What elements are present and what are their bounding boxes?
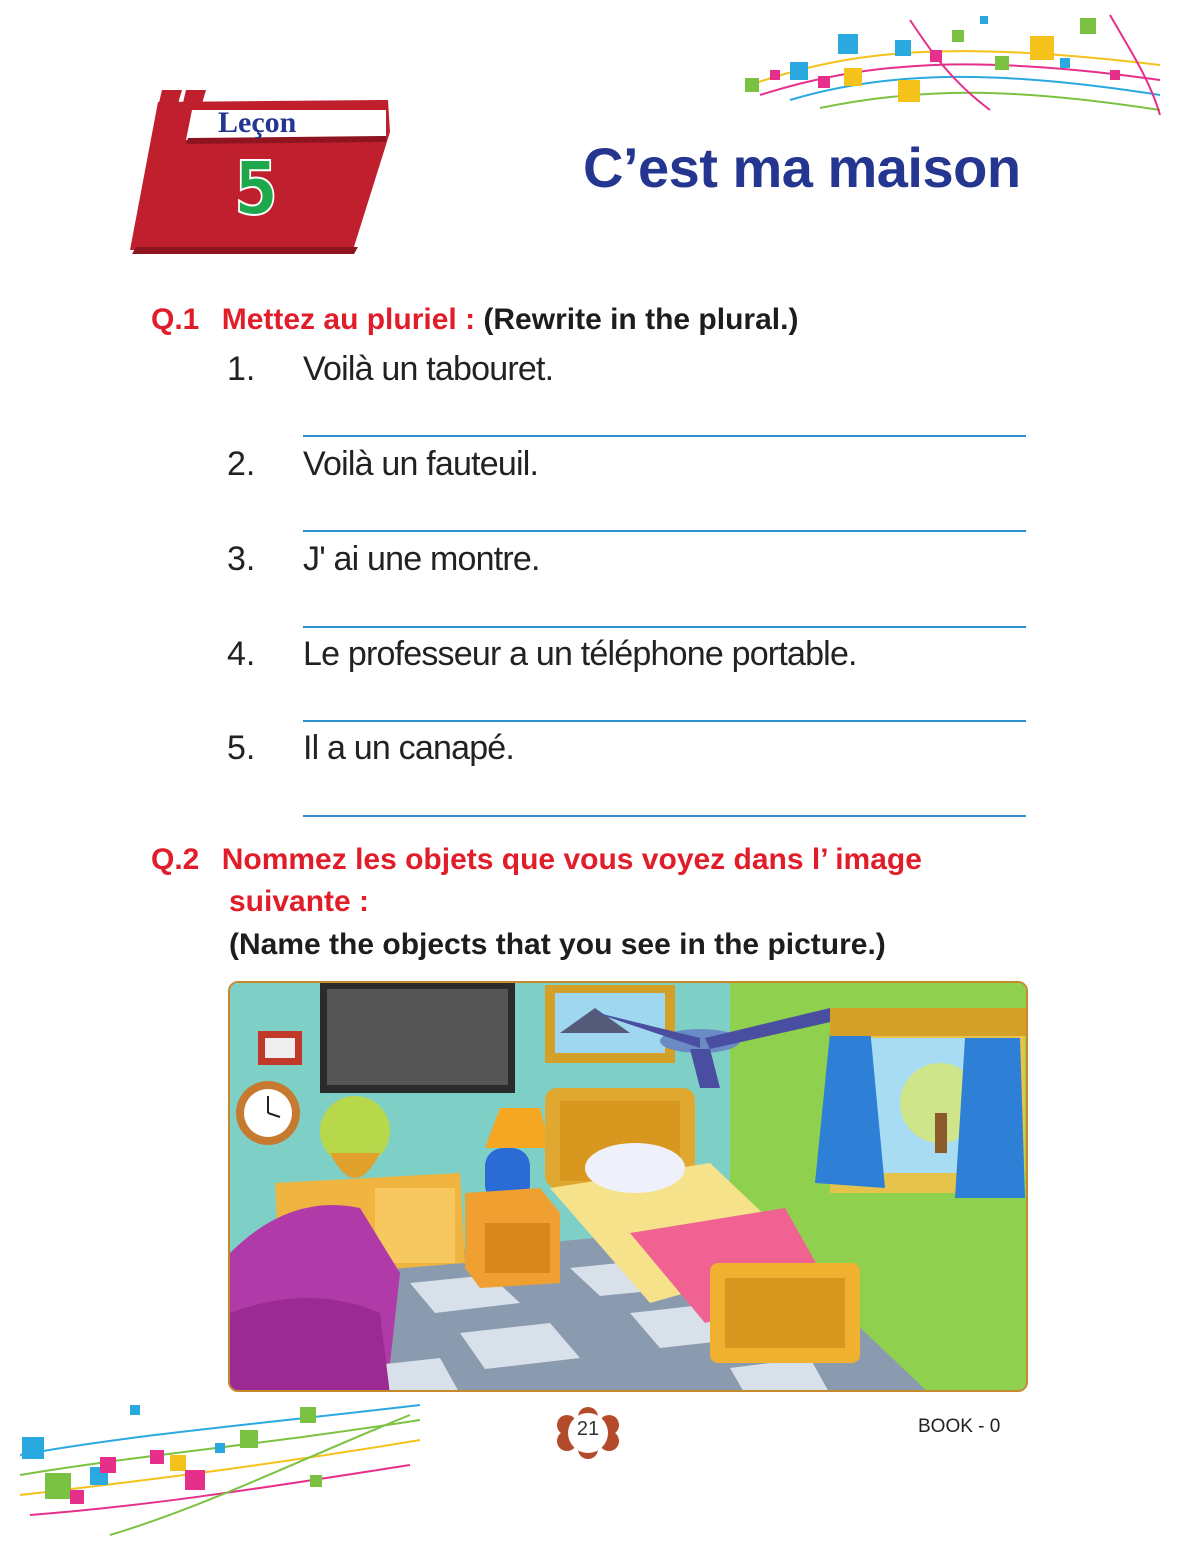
q1-item-number: 2.: [227, 445, 256, 483]
decorative-swirl-top: [730, 10, 1170, 120]
page-number: 21: [576, 1418, 600, 1440]
answer-line[interactable]: [303, 435, 1026, 437]
lesson-number: 5: [234, 146, 278, 232]
answer-line[interactable]: [303, 530, 1026, 532]
q1-instruction-fr: Mettez au pluriel :: [221, 303, 476, 336]
q2-instruction-fr-line1: Nommez les objets que vous voyez dans l’ image: [221, 843, 922, 876]
q1-number: Q.1: [151, 303, 200, 336]
book-label: BOOK - 0: [918, 1416, 1001, 1437]
q2-instruction-fr-line2: suivante :: [229, 885, 370, 918]
lesson-label: Leçon: [218, 106, 297, 139]
answer-line[interactable]: [303, 720, 1026, 722]
q2-instruction-en: (Name the objects that you see in the picture.): [229, 928, 886, 961]
q1-item-number: 5.: [227, 729, 256, 767]
q2-heading: [151, 843, 922, 877]
q1-item-text: J' ai une montre.: [303, 540, 540, 578]
q1-item-text: Voilà un tabouret.: [303, 350, 554, 388]
page-title: C’est ma maison: [583, 136, 1021, 199]
q1-heading: [151, 303, 798, 337]
answer-line[interactable]: [303, 626, 1026, 628]
q1-item-text: Le professeur a un téléphone portable.: [303, 635, 857, 673]
bedroom-picture: [228, 981, 1028, 1392]
q1-item-number: 4.: [227, 635, 256, 673]
q1-item-number: 3.: [227, 540, 256, 578]
q1-instruction-en: (Rewrite in the plural.): [483, 303, 799, 336]
q1-item-text: Il a un canapé.: [303, 729, 515, 767]
answer-line[interactable]: [303, 815, 1026, 817]
bedroom-illustration: [230, 983, 1028, 1392]
q1-item-number: 1.: [227, 350, 256, 388]
decorative-swirl-bottom: [10, 1395, 430, 1545]
q1-item-text: Voilà un fauteuil.: [303, 445, 539, 483]
q2-number: Q.2: [151, 843, 200, 876]
